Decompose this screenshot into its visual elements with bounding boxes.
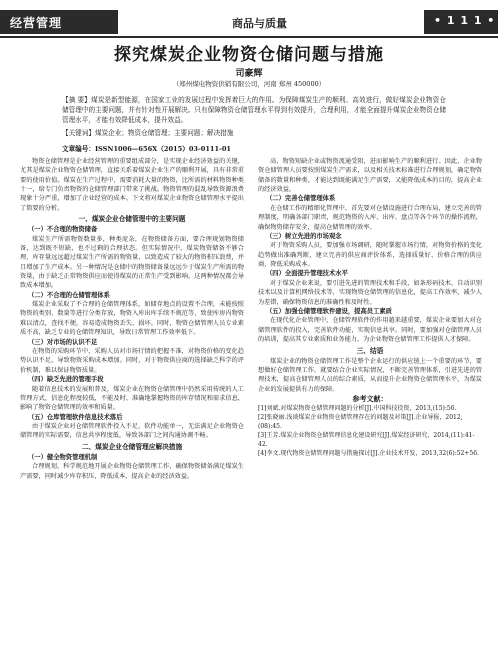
body-paragraph: 在仓储工作的精细化管理中，首先要对仓储设施进行合理布局，建立完善的管理制度，明确各部门职责，规范物资的入库、出库、盘点等各个环节的操作流程，确保物资储存安全，提高仓储管理的效率。 [258, 204, 482, 231]
subsection-heading: （二）不合理的仓储管理体系 [28, 291, 110, 299]
subsection-heading: （一）不合理的物资储备 [28, 226, 98, 234]
subsection-heading: （四）全面提升管理技术水平 [266, 270, 348, 278]
body-paragraph: 在现代化企业管理中，仓储管理软件的作用越来越重要，煤炭企业要加大对仓储管理软件的投入，完善软件功能，实现信息共享。同时，要加强对仓储管理人员的培训，提高其专业素质和业务能力，为企业物资仓储管理工作提供人才保障。 [258, 317, 482, 344]
section-heading: 二、煤炭企业仓储管理应解决措施 [81, 442, 183, 451]
section-label: 经营管理 [10, 16, 63, 30]
body-paragraph: 对于煤炭企业来说，要引进先进的管理技术和手段，如条形码技术、自动识别技术以及计算机网络技术等，实现物资仓储管理的信息化，提高工作效率，减少人为差错，确保物资信息的准确性和及时性。 [258, 279, 482, 306]
abstract: 【摘 要】煤炭是新型能源，在国家工业的发展过程中发挥着巨大的作用。为保障煤炭生产的顺利、高效进行，做好煤炭企业物资仓储管理中的主要问题，并有针对性开展解决。只有保障物资仓储管理水平得到有效提升，合理利用，才能全面提升煤炭企业物资仓储管理水平，才能有效降低成本，提升效益。 [62, 96, 446, 125]
article-title: 探究煤炭企业物资仓储问题与措施 [114, 45, 384, 65]
section-heading: 一、煤炭企业仓储管理中的主要问题 [78, 215, 186, 224]
body-paragraph: 由于煤炭企业对仓储管理软件投入不足，软件功能单一，无法满足企业物资仓储管理的实际需要，信息共享程度低，导致各部门之间沟通协调不畅。 [20, 423, 244, 440]
right-column [258, 157, 482, 657]
article-number: 文章编号：ISSN1006—656X（2015）03-0111-01 [62, 145, 231, 153]
body-paragraph: 煤炭企业的物资仓储管理工作是整个企业运行的供应链上一个重要的环节，要想做好仓储管理工作，就要结合企业实际情况，不断完善管理体系，引进先进的管理技术，提高仓储管理人员的综合素质，从而提升企业物资仓储管理水平，为煤炭企业的发展提供有力的保障。 [258, 357, 482, 393]
reference-item: [4]李文.现代物资仓储管理问题与措施探讨[J].企业技术开发，2013,32(6):52+56. [258, 449, 479, 457]
references-heading: 参考文献： [352, 394, 388, 403]
subsection-heading: （一）健全物资管理机制 [28, 453, 98, 461]
body-paragraph: 煤炭企业采取了不合理的仓储管理体系，如储存地点的设置不合理，未能按照物资的类别、数量等进行分类存放，物资入库出库手续不规范等，致使库房内物资难以清点，查找不便，容易造成物资丢失、损坏。同时，物资仓储管理人员专业素质不高，缺乏专业的仓储管理知识，导致日常管理工作效率低下。 [20, 301, 244, 337]
section-heading: 三、结语 [356, 346, 384, 355]
reference-item: [3]王芳.煤炭企业物资仓储管理信息化建设研究[J].煤炭经济研究，2014,(11):41-42. [258, 431, 475, 448]
page-number: • 1 1 1 • [434, 14, 496, 27]
subsection-heading: （四）缺乏先进的管理手段 [28, 376, 104, 384]
subsection-heading: （三）对市场的认识不足 [28, 338, 98, 346]
body-paragraph: 合理规划，科学规范地开展企业物资仓储管理工作，确保物资储备满足煤炭生产需要，同时减少库存积压，降低成本，提高企业的经济效益。 [20, 463, 244, 480]
body-paragraph: 煤炭生产所需物资数量多，种类庞杂，在物资储备方面，要合理规划物资储备，达到既不短缺，也不过剩的合理状态。但实际情况中，煤炭物资储备不够合理，库存量远远超过煤炭生产所需的物资量，以致造成了较大的物资积压浪费，并且增加了生产成本。另一种情况是仓储中的物资储备量远远少于煤炭生产所需的物资量，由于缺乏正常物资供应而使得煤炭的正常生产受到影响。这两种情况都会导致成本增加。 [20, 235, 244, 290]
subsection-heading: （三）树立先进的市场观念 [266, 232, 342, 240]
author-affiliation: （郑州煤电物资供销有限公司，河南 郑州 450000） [172, 80, 326, 88]
body-paragraph: 对于物资采购人员，要加强市场调研，随时掌握市场行情，对物资价格的变化趋势做出准确判断，建立完善的供应商评价体系，选择质量好、价格合理的供应商，降低采购成本。 [258, 242, 482, 269]
body-paragraph: 物资仓储管理是企业经营管理的重要组成部分，是实现企业经济效益的关键，尤其是煤炭企业物资仓储管理，直接关系着煤炭企业生产的顺利开展，具有非常重要的使用价值。煤炭在生产过程中，需要消耗大量的物资，比所需的材料物资种类十一，给专门负责物资的仓储管理部门带来了挑战。物资管理的混乱导致资源浪费现象十分严重，增加了企业经营的成本。下文将对煤炭企业物资仓储管理水平提出了简要的分析。 [20, 158, 244, 212]
author-name: 司豪辉 [235, 69, 263, 79]
keywords: 【关键词】煤炭企业；物资仓储管理；主要问题；解决措施 [62, 129, 234, 137]
left-column [20, 157, 244, 657]
body-paragraph: 在物资的采购环节中，采购人员对市场行情的把握不准，对物资价格的变化趋势认识不足，导致物资采购成本增加。同时，对于物资供应商的选择缺乏科学的评价机制，难以保证物资质量。 [20, 348, 244, 374]
reference-item: [1]刘斌.对煤炭物资仓储管理问题的分析[J].中国科技投资，2013,(15):56. [258, 404, 457, 412]
section-tab [0, 10, 118, 34]
subsection-heading: （五）加强仓储管理软件建设，提高员工素质 [266, 307, 392, 315]
page-number-tab [424, 10, 498, 34]
body-paragraph: 高，物资短缺企业或物资流通受阻，进而影响生产的顺利进行。因此，企业物资仓储管理人员要按照煤炭生产需求，以及相关技术标准进行合理规划，确定物资储备的数量和种类，才能达到既能满足生产需要，又能降低成本的目的，提高企业的经济效益。 [258, 158, 482, 194]
body-paragraph: 随着信息技术的发展和普及，煤炭企业在物资仓储管理中仍然采用传统的人工管理方式，信息化程度较低，不能及时、准确地掌握物资的库存情况和需求信息，影响了物资仓储管理的效率和质量。 [20, 385, 244, 412]
category-label: 商品与质量 [232, 17, 287, 30]
subsection-heading: （二）完善仓储管理体系 [266, 195, 336, 203]
subsection-heading: （五）仓库管理软件信息技术落后 [28, 413, 123, 421]
header-rule [0, 36, 498, 38]
page-header [0, 10, 498, 34]
reference-item: [2]张晓丽.浅谈煤炭企业物资仓储管理存在的问题及对策[J].企业导报，2012,(08):45. [258, 413, 463, 430]
